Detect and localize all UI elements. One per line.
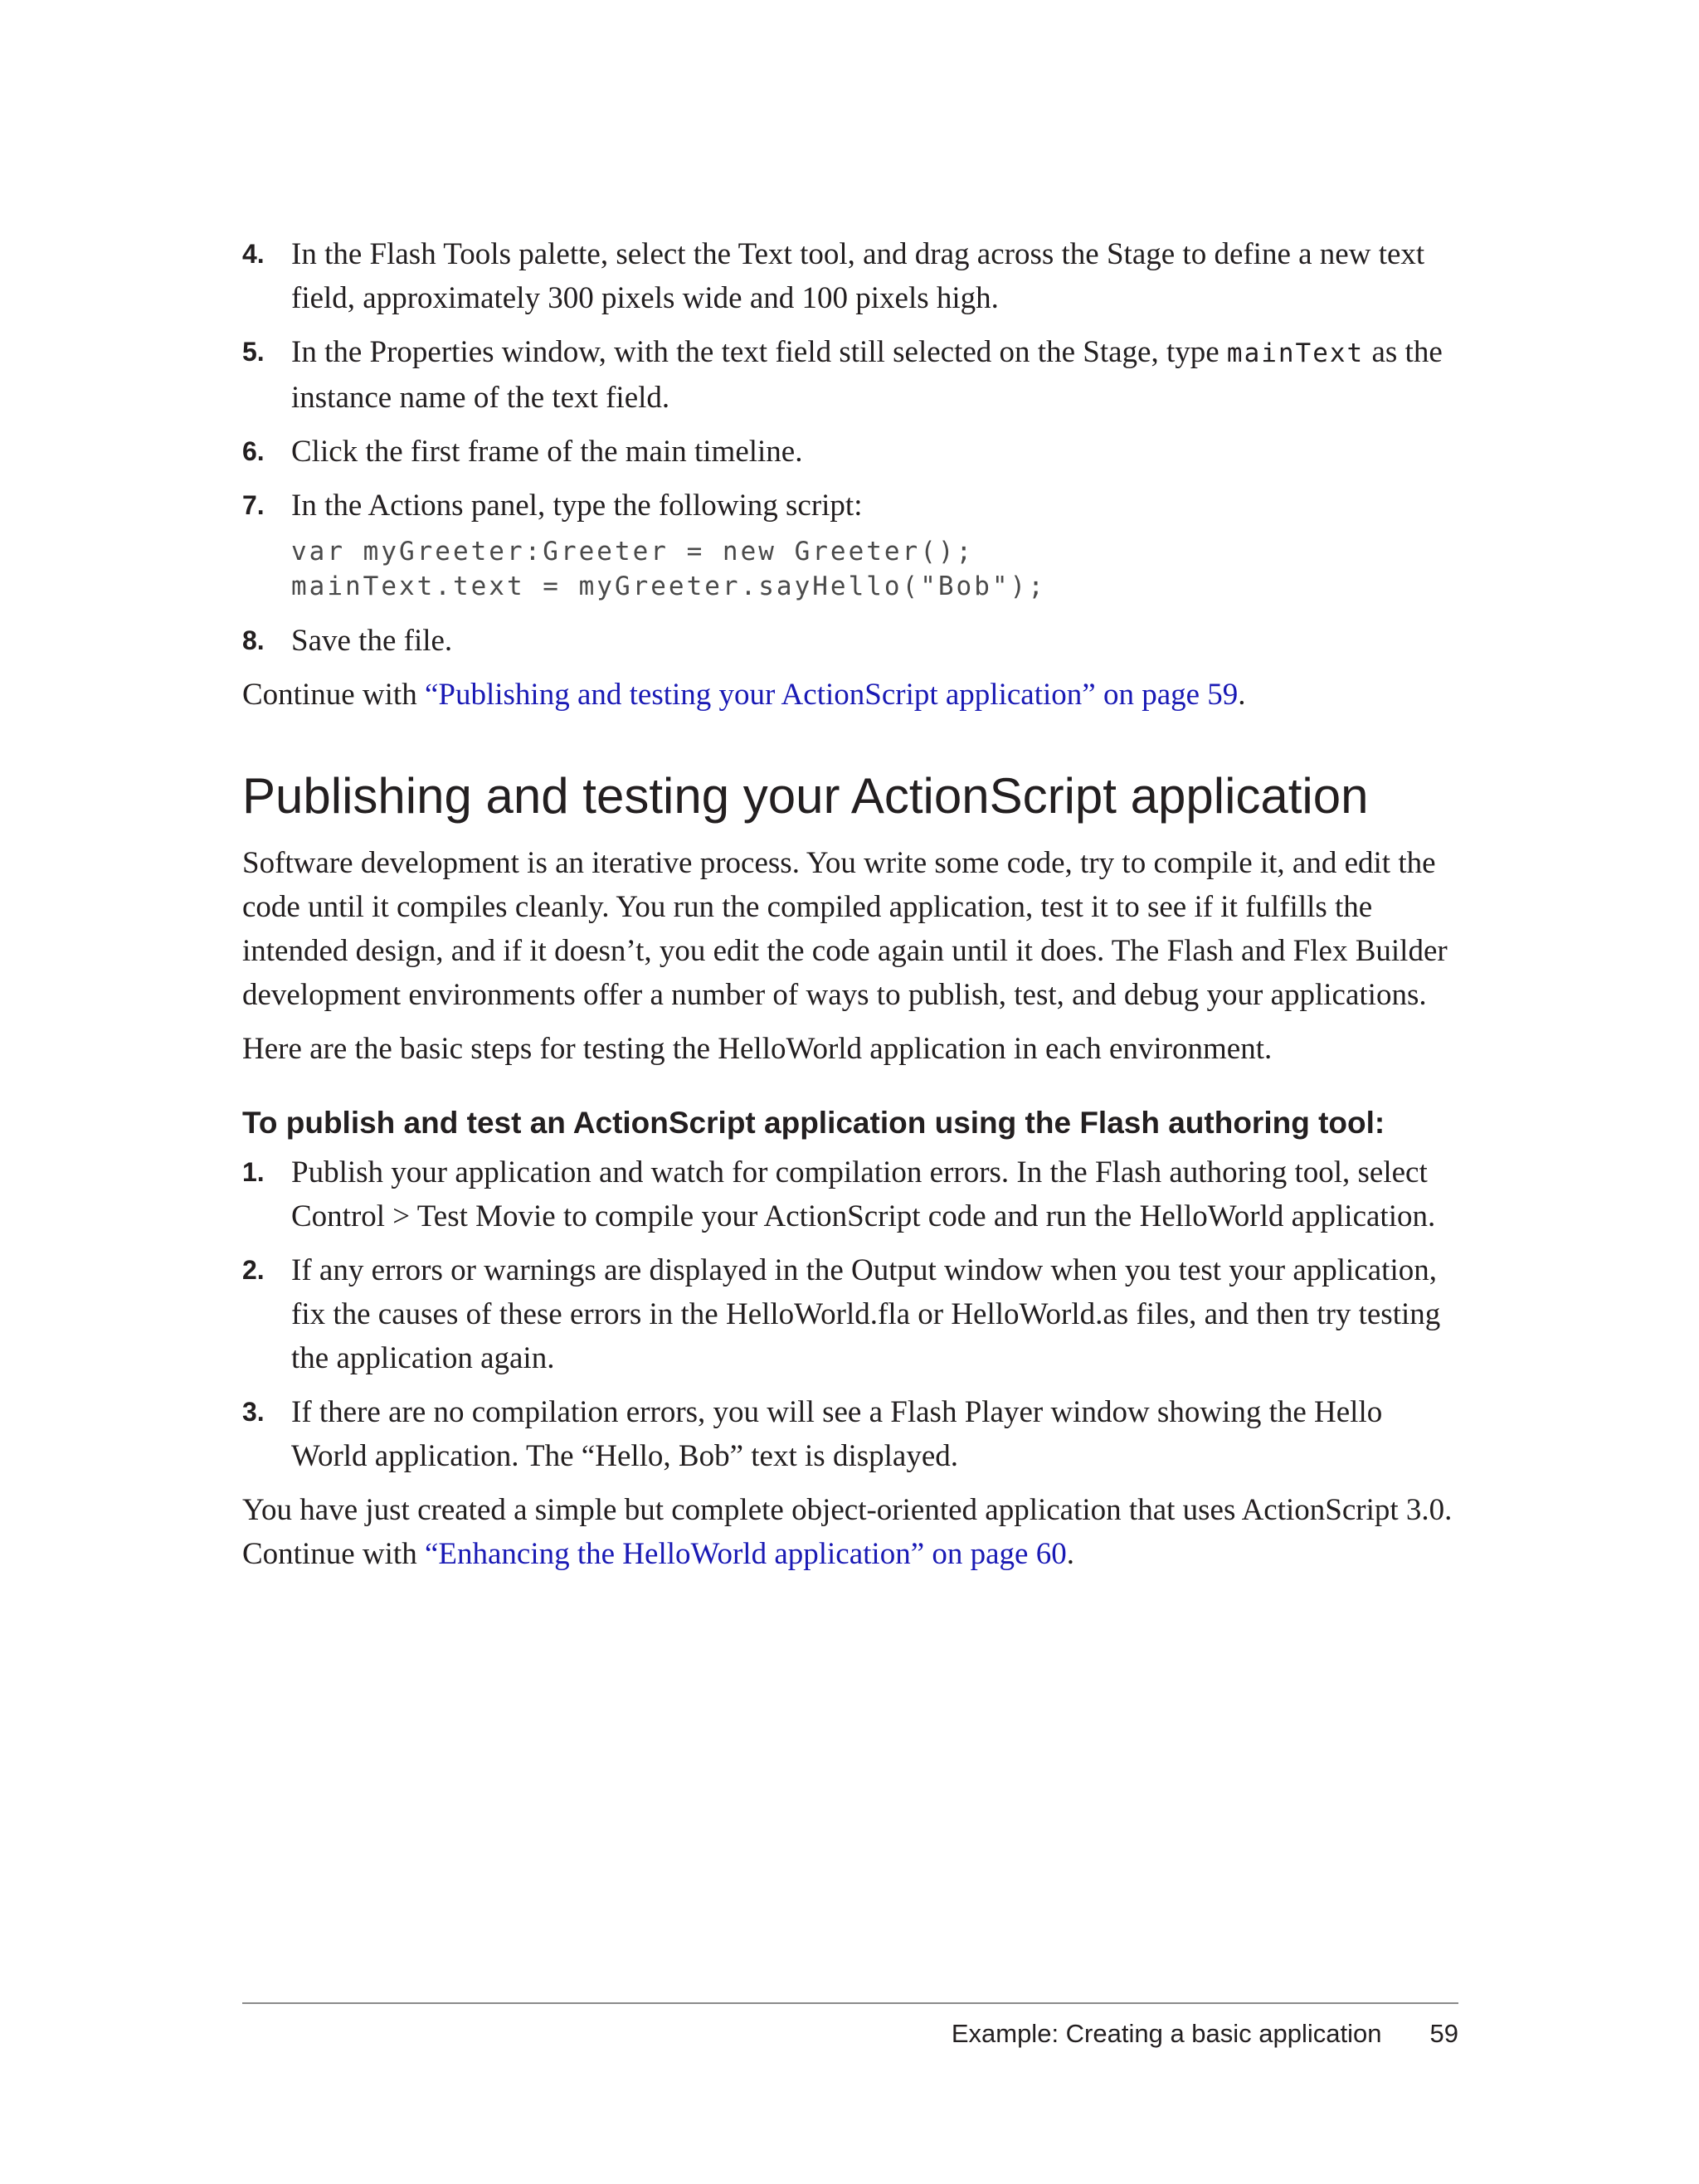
- step-6: [242, 430, 1462, 474]
- inline-code: mainText: [1226, 338, 1365, 368]
- closing-paragraph: [242, 1488, 1462, 1576]
- code-block: [242, 534, 1462, 604]
- step-text: Publish your application and watch for compilation errors. In the Flash authoring tool, select Control > Test Movie to compile your ActionScript code and run the HelloWorld application.: [291, 1155, 1436, 1233]
- section-paragraph: Here are the basic steps for testing the HelloWorld application in each environment.: [242, 1032, 1273, 1066]
- closing-suffix: .: [1066, 1537, 1074, 1571]
- page-number: 59: [1429, 2019, 1458, 2048]
- code-line: var myGreeter:Greeter = new Greeter();: [291, 537, 975, 567]
- page-footer: [952, 2017, 1458, 2050]
- step-text: In the Flash Tools palette, select the Text tool, and drag across the Stage to define a new text field, approximately 300 pixels wide and 100 pixels high.: [291, 237, 1425, 315]
- step-text: In the Actions panel, type the following script:: [291, 489, 863, 523]
- procedure-step-3: [242, 1390, 1462, 1478]
- cross-reference-link[interactable]: “Publishing and testing your ActionScript application” on page 59: [424, 678, 1239, 712]
- cross-reference-link[interactable]: “Enhancing the HelloWorld application” on page 60: [424, 1537, 1067, 1571]
- step-text: If any errors or warnings are displayed in the Output window when you test your application, fix the causes of these errors in the HelloWorld.fla or HelloWorld.as files, and then try testing the application again.: [291, 1253, 1441, 1375]
- step-text-after: as the instance name of the text field.: [291, 335, 1443, 415]
- step-number: 7.: [242, 490, 265, 520]
- step-text: If there are no compilation errors, you will see a Flash Player window showing the Hello World application. The “Hello, Bob” text is displayed.: [291, 1395, 1383, 1473]
- section-paragraph: Software development is an iterative process. You write some code, try to compile it, and edit the code until it compiles cleanly. You run the compiled application, test it to see if it fulfills the intended design, and if it doesn’t, you edit the code again until it does. The Flash and Flex Builder development environments offer a number of ways to publish, test, and debug your applications.: [242, 846, 1448, 1012]
- closing-prefix: You have just created a simple but complete object-oriented application that uses ActionScript 3.0. Continue with: [242, 1493, 1453, 1571]
- continue-suffix: .: [1238, 678, 1246, 712]
- step-number: 8.: [242, 625, 265, 655]
- continue-paragraph: [242, 673, 1462, 717]
- step-number: 1.: [242, 1157, 265, 1187]
- step-text-before: In the Properties window, with the text field still selected on the Stage, type: [291, 335, 1227, 369]
- step-8: [242, 619, 1462, 663]
- step-number: 5.: [242, 337, 265, 367]
- procedure-step-1: [242, 1150, 1462, 1238]
- section-heading: Publishing and testing your ActionScript application: [242, 768, 1369, 824]
- step-text: Click the first frame of the main timeline.: [291, 435, 803, 469]
- step-number: 4.: [242, 239, 265, 269]
- step-number: 2.: [242, 1255, 265, 1285]
- page-content: [242, 232, 1462, 1586]
- step-5: [242, 330, 1462, 420]
- step-text: Save the file.: [291, 624, 453, 658]
- procedure-step-2: [242, 1248, 1462, 1380]
- procedure-heading: To publish and test an ActionScript application using the Flash authoring tool:: [242, 1106, 1385, 1140]
- step-number: 6.: [242, 436, 265, 466]
- step-4: [242, 232, 1462, 320]
- continue-prefix: Continue with: [242, 678, 425, 712]
- step-7: [242, 484, 1462, 528]
- footer-divider: [242, 2002, 1458, 2004]
- step-number: 3.: [242, 1397, 265, 1427]
- footer-title: Example: Creating a basic application: [951, 2019, 1382, 2048]
- code-line: mainText.text = myGreeter.sayHello("Bob");: [291, 572, 1046, 601]
